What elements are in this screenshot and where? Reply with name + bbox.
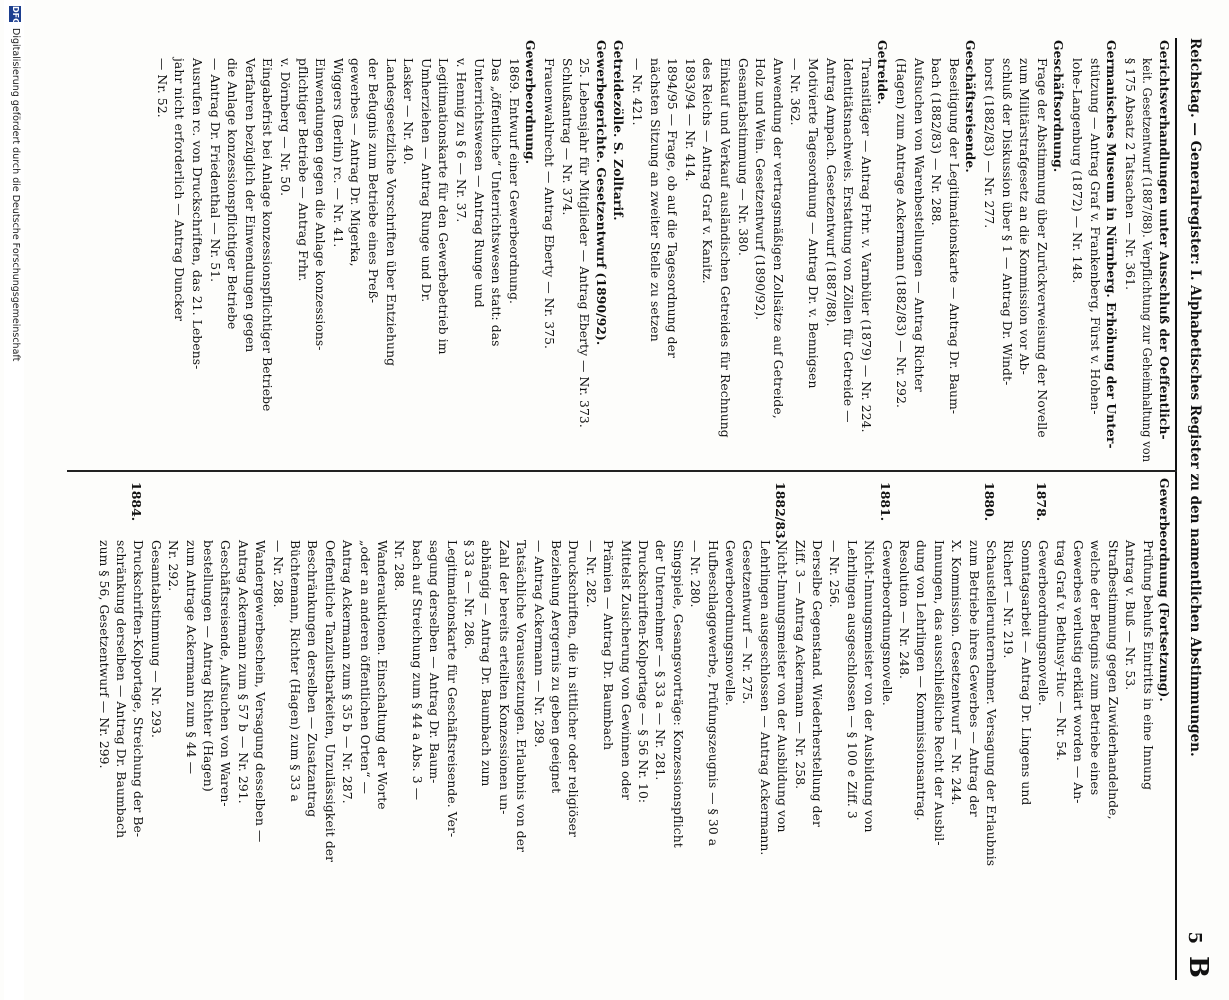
right-column-entry: Beziehung Aergernis zu geben geeignet [549,540,563,794]
right-column-entry: Büchtemann, Richter (Hagen) zum § 33 a [288,540,302,802]
left-column-entry: Lasker — Nr. 40. [401,58,416,165]
right-column-entry: Nicht-Innungsmeister von der Ausbildung von [775,540,790,833]
right-column-entry: Antrag v. Buß — Nr. 53. [1123,540,1138,691]
right-column-entry: Gewerbeordnungsnovelle. [723,540,737,706]
right-column-entry: Antrag Ackermann zum § 35 b — Nr. 287. [340,540,355,804]
right-column-entry: abhängig — Antrag Dr. Baumbach zum [479,540,494,787]
right-column-entry: Ziff. 3 — Antrag Ackermann — Nr. 258. [792,540,807,790]
right-column-entry: Singspiele, Gesangsvorträge: Konzessionspflicht [670,540,685,848]
right-column-entry: Nr. 292. [166,540,181,592]
left-column-entry: Verfahren bezüglich der Einwendungen gegen [242,58,257,353]
left-column-entry: Gesamtabstimmung — Nr. 380. [735,58,750,257]
right-column-entry: Gesetzentwurf — Nr. 275. [740,540,755,705]
right-column-entry: Nr. 288. [392,540,407,592]
left-column-entry: schluß der Diskussion über § 1 — Antrag Dr. Windt- [999,58,1014,386]
right-column-entry: X. Kommission. Gesetzentwurf — Nr. 244. [949,540,964,806]
left-column-entry: Das „öffentliche“ Unterrichtswesen statt: das [489,58,504,347]
right-column-entry: Zahl der bereits erteilten Konzessionen un- [496,540,511,815]
right-column-entry: Lehrlingen ausgeschlossen — Antrag Ackermann. [757,540,772,856]
footer-credit: Digitalisierung gefördert durch die Deutsche Forschungsgemeinschaft [10,28,21,362]
left-column-entry: pflichtiger Betriebe — Antrag Frhr. [295,58,310,282]
left-column-entry: Geschäftsreisende. [963,40,979,173]
left-column-entry: stützung — Antrag Graf v. Frankenberg, Fürst v. Hohen- [1087,58,1102,415]
right-column-entry: — Antrag Ackermann — Nr. 289. [531,540,546,748]
right-column-entry: Richert — Nr. 219. [1001,540,1016,659]
left-column-entry: — Nr. 421. [630,58,644,126]
left-column-entry: v. Dörnberg — Nr. 50. [278,58,292,197]
right-column-entry: Antrag Ackermann zum § 57 b — Nr. 291. [235,540,250,804]
footer [4,0,24,1000]
page-letter: B [1183,956,1213,978]
right-column-entry: Tatsächliche Voraussetzungen. Erlaubnis von der [514,540,529,853]
header-rule [1175,38,1177,980]
right-column-entry: Nicht-Innungsmeister von der Ausbildung von [862,540,877,833]
left-column-entry: Transitläger — Antrag Frhr. v. Varnbüler (1879) — Nr. 224. [858,58,873,433]
right-column-entry: — Nr. 280. [688,540,703,608]
right-column-entry: Derselbe Gegenstand. Wiederherstellung der [810,540,824,827]
right-column-entry: Sonntagsarbeit — Antrag Dr. Lingens und [1018,540,1033,806]
dfg-logo: DFG [11,6,20,25]
left-column-entry: lohe-Langenburg (1872) — Nr. 148. [1070,58,1084,284]
right-column-entry: Schaustellerunternehmer. Versagung der Erlaubnis [984,540,998,867]
right-column-entry: Resolution — Nr. 248. [897,540,911,679]
left-column-entry: 1893/94 — Nr. 414. [682,58,697,182]
right-column-entry: Gewerbes verlustig erklärt worden — An- [1071,540,1085,804]
left-column-entry: zum Militärstrafgesetz an die Kommission vor Ab- [1017,58,1032,375]
left-column-entry: Einkauf und Verkauf ausländischen Getreides für Rechnung [718,58,732,438]
right-column-entry: Gewerbeordnungsnovelle. [879,540,894,706]
left-column-entry: — Nr. 362. [788,58,803,126]
left-column-entry: Gewerbegerichte. Gesetzentwurf (1890/92). [593,40,609,346]
right-column-entry: Gewerbeordnungsnovelle. [1036,540,1051,706]
left-column-entry: Holz und Wein. Gesetzentwurf (1890/92). [753,58,768,321]
year-label: 1882/83. [773,482,789,544]
left-column-entry: Legitimationskarte für den Gewerbebetrieb im [436,58,451,355]
left-column-entry: Wiggers (Berlin) rc. — Nr. 41. [330,58,345,248]
left-column-entry: 25. Lebensjahr für Mitglieder — Antrag Eberty — Nr. 373. [577,58,592,428]
left-column-entry: Landesgesetzliche Vorschriften über Entziehung [383,58,398,367]
left-column-entry: gewerbes — Antrag Dr. Migerka, [348,58,363,267]
left-column-entry: Umherziehen — Antrag Runge und Dr. [418,58,433,303]
right-column-entry: Lehrlingen ausgeschlossen — § 100 e Ziff. 3 [844,540,859,819]
left-column-entry: die Anlage konzessionspflichtiger Betriebe [225,58,240,330]
left-column-entry: (Hagen) zum Antrage Ackermann (1882/83) — Nr. 292. [894,58,908,408]
right-column-entry: Strafbestimmung gegen Zuwiderhandelnde, [1105,540,1120,820]
right-column-entry: Prüfung behufs Eintritts in eine Innung [1140,540,1155,791]
right-column-entry: Wanderauktionen. Einschaltung der Worte [375,540,389,810]
year-label: 1884. [129,482,145,522]
left-column-entry: — Antrag Dr. Friedenthal — Nr. 51. [207,58,222,283]
left-column-entry: Frage der Abstimmung über Zurückverweisung der Novelle [1034,58,1049,438]
left-column-entry: Motivierte Tagesordnung — Antrag Dr. v. Bennigsen [806,58,820,389]
left-column-entry: Gerichtsverhandlungen unter Ausschluß der Oeffentlich- [1157,40,1172,440]
right-column-entry: Beschränkungen derselben — Zusatzantrag [305,540,320,818]
year-label: 1878. [1034,482,1050,522]
year-label: 1881. [877,482,893,522]
right-column-entry: Druckschriften, die in sittlicher oder religiöser [566,540,581,837]
right-column-entry: Wandergewerbeschein, Versagung desselben — [253,540,268,843]
right-column-entry: — Nr. 256. [827,540,842,608]
right-column-entry: Mittelst Zusicherung von Gewinnen oder [618,540,633,800]
right-column-entry: Gesamtabstimmung — Nr. 293. [148,540,163,739]
right-column-entry: — Nr. 288. [270,540,285,608]
right-column-entry: bestellungen — Antrag Richter (Hagen) [201,540,215,792]
right-column-entry: bach auf Streichung zum § 44 a Abs. 3 — [409,540,424,801]
left-column-entry: Eingabefrist bei Anlage konzessionspflichtiger Betriebe [260,58,275,412]
right-column-entry: Legitimationskarte für Geschäftsreisende. Ver- [444,540,459,838]
right-column-entry: Geschäftsreisende, Aufsuchen von Waren- [218,540,233,807]
right-column-entry: Hufbeschlaggewerbe, Prüfungszeugnis — § 30 a [705,540,720,847]
right-column-entry: zum Antrage Ackermann zum § 44 — [183,540,198,775]
right-column-entry: der Unternehmer — § 33 a — Nr. 281. [653,540,668,781]
left-column-entry: nächsten Sitzung an zweiter Stelle zu setzen [647,58,662,342]
left-column-entry: des Reichs — Antrag Graf v. Kanitz. [700,58,715,284]
left-column-entry: v. Hennig zu § 6 — Nr. 37. [454,58,468,223]
left-column-entry: Aufsuchen von Warenbestellungen — Antrag Richter [911,58,926,392]
right-column-entry: — Nr. 282. [583,540,598,608]
left-column-entry: — Nr. 52. [154,58,169,118]
page-number: 5 [1184,931,1205,944]
left-column-entry: Gewerbeordnung. [523,40,539,165]
left-column-entry: Frauenwahlrecht — Antrag Eberty — Nr. 375. [542,58,556,350]
left-column-entry: Ausrufen rc. von Druckschriften, das 21. Lebens- [190,58,204,370]
left-column-entry: der Befugnis zum Betriebe eines Preß- [366,58,380,304]
right-column-entry: Innungen, das ausschließliche Recht der Ausbil- [931,540,946,846]
left-column-entry: Identitätsnachweis. Erstattung von Zöllen für Getreide — [841,58,856,423]
right-column-entry: Druckschriften-Kolportage — § 56 Nr. 10: [636,540,650,804]
right-column-entry: Gewerbeordnung (Fortsetzung). [1157,478,1172,702]
right-column-entry: schränkung derselben — Antrag Dr. Baumbach [114,540,128,839]
right-column-entry: welche der Befugnis zum Betriebe eines [1088,540,1103,796]
right-column-entry: Oeffentliche Tanzlustbarkeiten, Unzulässigkeit der [322,540,337,863]
left-column-entry: 1894/95 — Frage, ob auf die Tagesordnung der [665,58,680,358]
right-column-entry: dung von Lehrlingen — Kommissionsantrag. [914,540,929,821]
right-column-entry: Prämien — Antrag Dr. Baumbach [601,540,616,751]
right-column-entry: „oder an anderen öffentlichen Orten“ — [357,540,372,795]
left-column-entry: bach (1882/83) — Nr. 288. [929,58,944,226]
left-column-entry: Schlußantrag — Nr. 374. [559,58,574,216]
left-column-entry: keit. Gesetzentwurf (1887/88). Verpflichtung zur Geheimhaltung von [1140,58,1155,463]
left-column-entry: Germanisches Museum in Nürnberg. Erhöhung der Unter- [1104,40,1120,449]
right-column-entry: zum Betriebe ihres Gewerbes — Antrag der [966,540,981,817]
right-column-entry: § 33 a — Nr. 286. [462,540,476,650]
left-column-entry: Unterrichtswesen — Antrag Runge und [471,58,486,308]
left-column-entry: 1869. Entwurf einer Gewerbeordnung. [506,58,521,305]
left-column-entry: Einwendungen gegen die Anlage konzessions- [313,58,328,351]
right-column-entry: Druckschriften-Kolportage, Streichung der Be- [131,540,146,838]
page-header [1181,38,1213,978]
right-column-entry: zum § 56, Gesetzentwurf — Nr. 299. [96,540,111,769]
header-title: Reichstag. — Generalregister: I. Alphabetisches Register zu den namentlichen Abstimmungen. [1187,38,1203,757]
left-column-entry: Beseitigung der Legitimationskarte — Antrag Dr. Baum- [946,58,961,415]
left-column-entry: § 175 Absatz 2 Tatsachen — Nr. 361. [1122,58,1137,291]
left-column-entry: Geschäftsordnung. [1051,40,1067,173]
left-column-entry: Anwendung der vertragsmäßigen Zollsätze auf Getreide, [770,58,785,419]
left-column-entry: Getreide. [875,40,891,105]
right-column-entry: sagung derselben — Antrag Dr. Baum- [427,540,442,784]
left-column-entry: Getreidezölle. S. Zolltarif. [611,40,627,221]
left-column-entry: jahr nicht erforderlich — Antrag Duncker [172,58,187,322]
right-column-entry: trag Graf v. Bethusy-Huc — Nr. 54. [1053,540,1068,761]
left-column-entry: horst (1882/83) — Nr. 277. [982,58,996,229]
year-label: 1880. [982,482,997,522]
left-column-entry: Antrag Ampach. Gesetzentwurf (1887/88). [823,58,838,327]
column-divider [67,470,1177,472]
